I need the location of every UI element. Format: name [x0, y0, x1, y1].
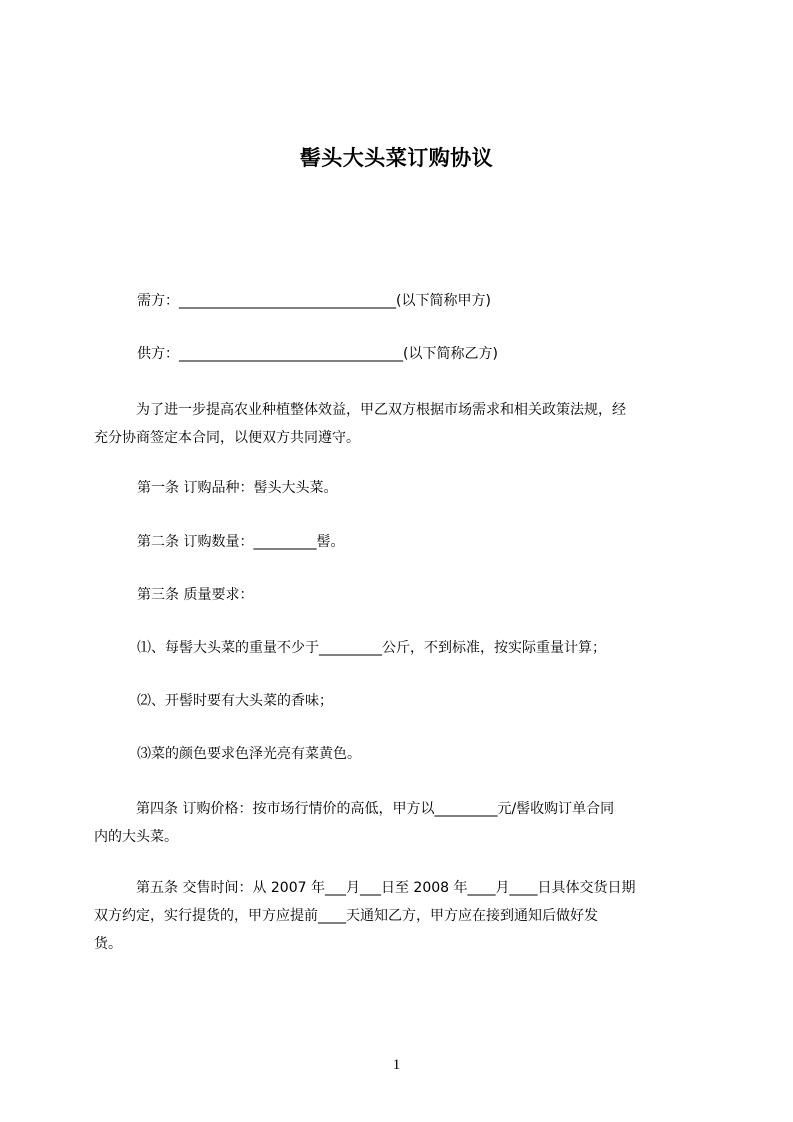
intro-row-2: 充分协商签定本合同，以便双方共同遵守。 — [94, 430, 360, 446]
article-5-row-3: 货。 — [94, 936, 122, 952]
article-4-row-1: 第四条 订购价格：按市场行情价的高低，甲方以_________元/髻收购订单合同 — [136, 801, 615, 817]
article-2: 第二条 订购数量：_________髻。 — [137, 534, 345, 550]
requirement-3: ⑶菜的颜色要求色泽光亮有菜黄色。 — [137, 746, 361, 762]
article-5-row-1: 第五条 交售时间：从 2007 年___月___日至 2008 年____月____日具体交货日期 — [136, 880, 636, 896]
article-4 — [94, 795, 706, 851]
document-title: 髻头大头菜订购协议 — [299, 146, 494, 170]
intro-row-1: 为了进一步提高农业种植整体效益，甲乙双方根据市场需求和相关政策法规，经 — [136, 402, 626, 418]
article-5-row-2: 双方约定，实行提货的，甲方应提前____天通知乙方，甲方应在接到通知后做好发 — [94, 908, 598, 924]
requirement-1: ⑴、每髻大头菜的重量不少于_________公斤，不到标准，按实际重量计算； — [137, 640, 606, 656]
page-number: 1 — [392, 1057, 401, 1073]
intro-paragraph — [94, 396, 706, 452]
article-1: 第一条 订购品种：髻头大头菜。 — [137, 480, 338, 496]
buyer-line: 需方：_______________________________(以下简称甲方) — [137, 293, 491, 309]
article-5 — [94, 874, 706, 958]
requirement-2: ⑵、开髻时要有大头菜的香味； — [137, 693, 333, 709]
article-3: 第三条 质量要求： — [137, 587, 254, 603]
seller-line: 供方：________________________________(以下简称乙方) — [137, 346, 498, 362]
article-4-row-2: 内的大头菜。 — [94, 829, 178, 845]
